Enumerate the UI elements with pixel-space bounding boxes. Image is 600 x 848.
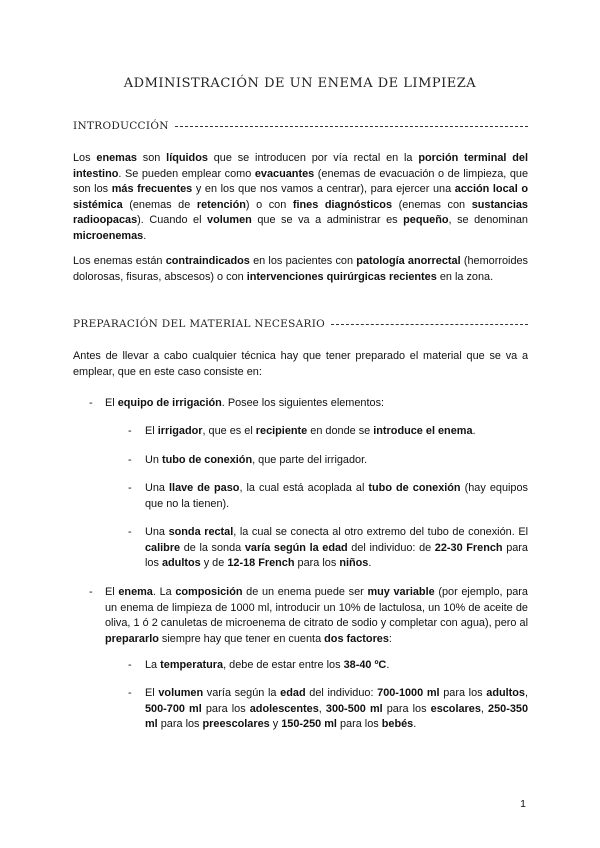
bold-text-run: 250-350 ml (145, 702, 528, 730)
text-run: , la cual se conecta al otro extremo del tubo de conexión. El (233, 526, 528, 538)
text-run: Una (145, 482, 170, 494)
text-run: . (472, 425, 476, 437)
text-run: , que parte del irrigador. (252, 454, 368, 466)
bold-text-run: llave de paso (169, 482, 240, 494)
bold-text-run: volumen (207, 214, 252, 226)
bold-text-run: líquidos (166, 152, 208, 164)
text-run: para los (336, 718, 382, 730)
list-item-enema (105, 585, 528, 647)
bold-text-run: temperatura (160, 659, 224, 671)
paragraph-contraindicaciones (73, 254, 528, 285)
text-run: son (136, 152, 167, 164)
bold-text-run: varía según la edad (244, 541, 348, 554)
bold-text-run: enemas (96, 152, 137, 164)
bold-text-run: fines diagnósticos (292, 198, 393, 211)
paragraph-enemas-definicion (73, 151, 528, 244)
bold-text-run: sustancias radioopacas (73, 198, 528, 226)
text-run: , (525, 687, 529, 699)
bold-text-run: edad (280, 687, 306, 699)
heading-dash-line (175, 126, 528, 127)
bold-text-run: escolares (430, 702, 481, 715)
section-heading-label: PREPARACIÓN DEL MATERIAL NECESARIO (73, 318, 326, 330)
text-run: El (145, 425, 158, 437)
text-run: El (105, 397, 118, 409)
bullet-dash: - (128, 425, 132, 437)
bold-text-run: 700-1000 ml (377, 687, 440, 699)
bold-text-run: introduce el enema (373, 425, 473, 437)
text-run: del individuo: (305, 687, 378, 699)
text-run: de un enema puede ser (242, 586, 368, 598)
text-run: , (480, 702, 489, 715)
text-run: (enemas con (392, 198, 472, 211)
bold-text-run: 150-250 ml (281, 718, 337, 730)
bold-text-run: tubo de conexión (368, 482, 461, 494)
text-run: ). Cuando el (137, 214, 208, 226)
bold-text-run: enema (118, 586, 153, 598)
text-run: . (413, 718, 417, 730)
bold-text-run: prepararlo (105, 632, 159, 645)
text-run: , se denominan (448, 214, 528, 226)
bold-text-run: 22-30 French (434, 541, 503, 554)
text-run: . (386, 659, 390, 671)
text-run: que se introducen por vía rectal en la (207, 152, 419, 164)
text-run: varía según la (203, 687, 281, 699)
bold-text-run: sonda rectal (168, 526, 234, 538)
text-run: en la zona. (436, 270, 494, 283)
list-item-llave-paso (145, 481, 528, 512)
bold-text-run: adultos (486, 687, 525, 699)
text-run: . Se pueden emplear como (118, 167, 255, 180)
text-run: siempre hay que tener en cuenta (158, 632, 325, 645)
bold-text-run: adolescentes (249, 702, 319, 715)
text-run: El (145, 687, 159, 699)
bold-text-run: pequeño (403, 214, 449, 226)
bold-text-run: 12-18 French (227, 557, 295, 569)
bold-text-run: 300-500 ml (325, 702, 383, 715)
page-title: ADMINISTRACIÓN DE UN ENEMA DE LIMPIEZA (123, 76, 477, 91)
list-item-temperatura (145, 658, 528, 674)
bullet-dash: - (128, 659, 132, 671)
text-run: , que es el (202, 425, 256, 437)
bold-text-run: calibre (145, 541, 181, 554)
bold-text-run: acción local o sistémica (73, 183, 528, 211)
bold-text-run: 38-40 ºC (343, 659, 387, 671)
text-run: : (388, 632, 392, 645)
text-run: y (269, 718, 282, 730)
text-run: para los (145, 541, 528, 569)
bold-text-run: intervenciones quirúrgicas recientes (246, 270, 437, 283)
bold-text-run: niños (339, 557, 369, 569)
text-run: . La (152, 586, 176, 598)
bold-text-run: contraindicados (165, 255, 250, 267)
text-run: para los (439, 687, 487, 699)
bold-text-run: microenemas (73, 229, 144, 242)
bullet-dash: - (128, 454, 132, 466)
text-run: en donde se (307, 425, 374, 437)
bold-text-run: más frecuentes (111, 183, 193, 195)
page-number: 1 (520, 798, 526, 810)
text-run: y de (200, 557, 228, 569)
text-run: (por ejemplo, para un enema de limpieza de 1000 ml, introducir un 10% de lactulosa, un 10% de aceite de oliva, 1 ó 2 canuletas de microenema de citrato de sodio y completar con agua), pero al (105, 586, 528, 629)
bold-text-run: muy variable (367, 586, 435, 598)
list-item-volumen (145, 686, 528, 733)
bold-text-run: preescolares (202, 718, 270, 730)
text-run: ) o con (245, 198, 293, 211)
bold-text-run: recipiente (255, 425, 308, 437)
text-run: y en los que nos vamos a centrar), para ejercer una (192, 183, 455, 195)
bold-text-run: bebés (381, 718, 414, 730)
bold-text-run: porción terminal del intestino (73, 152, 528, 180)
text-run: para los (201, 702, 250, 715)
text-run: Antes de llevar a cabo cualquier técnica hay que tener preparado el material que se va a emplear, que en este caso consiste en: (73, 350, 528, 378)
bullet-dash: - (128, 687, 132, 699)
bold-text-run: irrigador (157, 425, 203, 437)
list-item-irrigador (145, 424, 528, 440)
text-run: del individuo: de (347, 541, 435, 554)
paragraph-material-intro (73, 349, 528, 380)
text-run: Los enemas están (73, 255, 166, 267)
text-run: El (105, 586, 119, 598)
bullet-dash: - (128, 526, 132, 538)
text-run: en los pacientes con (249, 255, 357, 267)
heading-dash-line (331, 324, 528, 325)
text-run: de la sonda (180, 541, 245, 554)
bullet-dash: - (89, 586, 93, 598)
bullet-dash: - (89, 397, 93, 409)
text-run: (enemas de (122, 198, 197, 211)
bold-text-run: adultos (161, 557, 201, 569)
text-run: (hay equipos que no la tienen). (145, 482, 528, 510)
text-run: La (145, 659, 161, 671)
text-run: Una (145, 526, 169, 538)
bullet-dash: - (128, 482, 132, 494)
bold-text-run: dos factores (324, 632, 389, 645)
bold-text-run: evacuantes (254, 167, 315, 180)
text-run: . (143, 229, 147, 242)
bold-text-run: composición (175, 586, 243, 598)
text-run: . Posee los siguientes elementos: (221, 397, 385, 409)
list-item-sonda-rectal (145, 525, 528, 572)
list-item-equipo-irrigacion (105, 396, 528, 412)
text-run: , (318, 702, 326, 715)
section-heading-label: INTRODUCCIÓN (73, 120, 169, 132)
text-run: (hemorroides dolorosas, fisuras, abscesos) o con (73, 255, 528, 283)
bold-text-run: tubo de conexión (161, 454, 253, 466)
text-run: para los (294, 557, 340, 569)
bold-text-run: retención (196, 198, 246, 211)
text-run: Los (73, 152, 97, 164)
bold-text-run: 500-700 ml (145, 702, 202, 715)
list-item-tubo-conexion (145, 453, 528, 469)
text-run: (enemas de evacuación o de limpieza, que son los (73, 167, 529, 195)
bold-text-run: equipo de irrigación (117, 397, 222, 409)
section-heading-introduccion (73, 118, 528, 134)
bold-text-run: patología anorrectal (356, 255, 461, 267)
text-run: , debe de estar entre los (223, 659, 344, 671)
text-run: . (368, 557, 372, 569)
section-heading-material (73, 316, 528, 332)
text-run: para los (382, 702, 431, 715)
text-run: para los (157, 718, 203, 730)
text-run: , la cual está acoplada al (239, 482, 369, 494)
text-run: Un (145, 454, 162, 466)
bold-text-run: volumen (158, 687, 204, 699)
text-run: que se va a administrar es (251, 214, 404, 226)
